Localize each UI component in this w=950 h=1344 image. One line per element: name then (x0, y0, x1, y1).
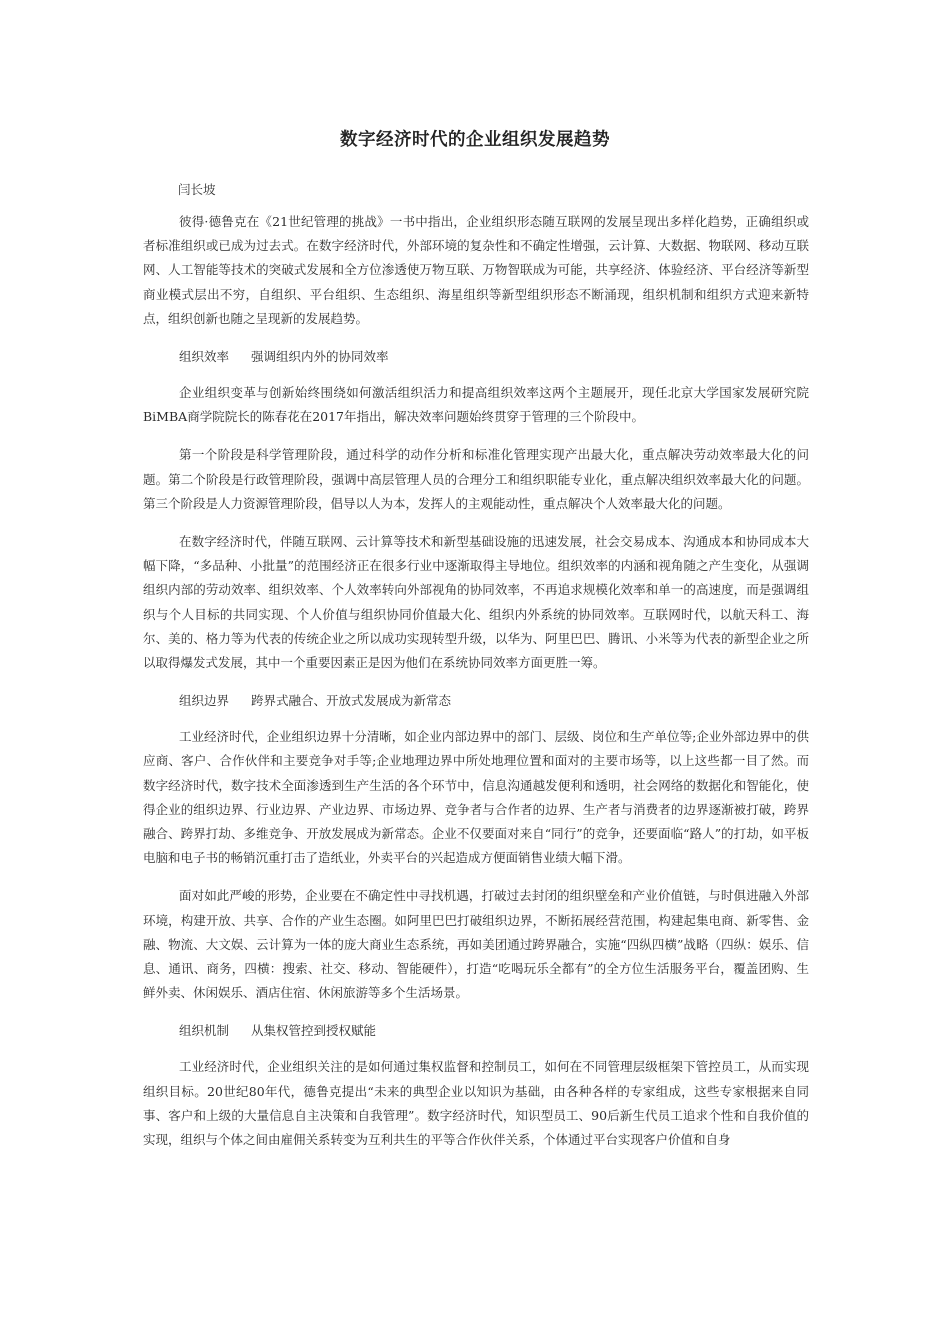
section-label: 组织效率 (179, 349, 230, 365)
paragraph-intro: 彼得·德鲁克在《21世纪管理的挑战》一书中指出，企业组织形态随互联网的发展呈现出多样化趋势，正确组织或者标准组织或已成为过去式。在数字经济时代，外部环境的复杂性和不确定性增强，云计算、大数据、物联网、移动互联网、人工智能等技术的突破式发展和全方位渗透使万物互联、万物智联成为可能，共享经济、体验经济、平台经济等新型商业模式层出不穷，自组织、平台组织、生态组织、海星组织等新型组织形态不断涌现，组织机制和组织方式迎来新特点，组织创新也随之呈现新的发展趋势。 (143, 214, 809, 326)
article-body (143, 210, 809, 1166)
paragraph: 面对如此严峻的形势，企业要在不确定性中寻找机遇，打破过去封闭的组织壁垒和产业价值链，与时俱进融入外部环境，构建开放、共享、合作的产业生态圈。如阿里巴巴打破组织边界，不断拓展经营范围，构建起集电商、新零售、金融、物流、大文娱、云计算为一体的庞大商业生态系统，再如美团通过跨界融合，实施“四纵四横”战略（四纵：娱乐、信息、通讯、商务，四横：搜索、社交、移动、智能硬件），打造“吃喝玩乐全都有”的全方位生活服务平台，覆盖团购、生鲜外卖、休闲娱乐、酒店住宿、休闲旅游等多个生活场景。 (143, 888, 809, 1001)
author-name: 闫长坡 (178, 182, 216, 197)
paragraph: 在数字经济时代，伴随互联网、云计算等技术和新型基础设施的迅速发展，社会交易成本、沟通成本和协同成本大幅下降，“多品种、小批量”的范围经济正在很多行业中逐渐取得主导地位。组织效率的内涵和视角随之产生变化，从强调组织内部的劳动效率、组织效率、个人效率转向外部视角的协同效率，不再追求规模化效率和单一的高速度，而是强调组织与个人目标的共同实现、个人价值与组织协同价值最大化、组织内外系统的协同效率。互联网时代，以航天科工、海尔、美的、格力等为代表的传统企业之所以成功实现转型升级，以华为、阿里巴巴、腾讯、小米等为代表的新型企业之所以取得爆发式发展，其中一个重要因素正是因为他们在系统协同效率方面更胜一筹。 (143, 534, 809, 671)
section-label: 组织边界 (179, 693, 230, 709)
section-label: 组织机制 (179, 1023, 230, 1039)
paragraph: 工业经济时代，企业组织边界十分清晰，如企业内部边界中的部门、层级、岗位和生产单位等;企业外部边界中的供应商、客户、合作伙伴和主要竞争对手等;企业地理边界中所处地理位置和面对的主要市场等，以上这些都一目了然。而数字经济时代，数字技术全面渗透到生产生活的各个环节中，信息沟通越发便利和透明，社会网络的数据化和智能化，使得企业的组织边界、行业边界、产业边界、市场边界、竞争者与合作者的边界、生产者与消费者的边界逐渐被打破，跨界融合、跨界打劫、多维竞争、开放发展成为新常态。企业不仅要面对来自“同行”的竞争，还要面临“路人”的打劫，如平板电脑和电子书的畅销沉重打击了造纸业，外卖平台的兴起造成方便面销售业绩大幅下滑。 (143, 729, 809, 866)
section-subtitle: 跨界式融合、开放式发展成为新常态 (251, 693, 452, 709)
paragraph: 第一个阶段是科学管理阶段，通过科学的动作分析和标准化管理实现产出最大化，重点解决劳动效率最大化的问题。第二个阶段是行政管理阶段，强调中高层管理人员的合理分工和组织职能专业化，重点解决组织效率最大化的问题。第三个阶段是人力资源管理阶段，倡导以人为本，发挥人的主观能动性，重点解决个人效率最大化的问题。 (143, 447, 809, 511)
section-heading-efficiency (143, 345, 809, 369)
section-subtitle: 强调组织内外的协同效率 (251, 349, 389, 365)
paragraph: 工业经济时代，企业组织关注的是如何通过集权监督和控制员工，如何在不同管理层级框架下管控员工，从而实现组织目标。20世纪80年代，德鲁克提出“未来的典型企业以知识为基础，由各种各样的专家组成，这些专家根据来自同事、客户和上级的大量信息自主决策和自我管理”。数字经济时代，知识型员工、90后新生代员工追求个性和自我价值的实现，组织与个体之间由雇佣关系转变为互利共生的平等合作伙伴关系，个体通过平台实现客户价值和自身 (143, 1059, 809, 1148)
paragraph: 企业组织变革与创新始终围绕如何激活组织活力和提高组织效率这两个主题展开，现任北京大学国家发展研究院BiMBA商学院院长的陈春花在2017年指出，解决效率问题始终贯穿于管理的三个阶段中。 (143, 385, 809, 425)
section-subtitle: 从集权管控到授权赋能 (251, 1023, 377, 1039)
section-heading-boundary (143, 689, 809, 713)
section-heading-mechanism (143, 1019, 809, 1043)
document-title: 数字经济时代的企业组织发展趋势 (340, 130, 610, 150)
